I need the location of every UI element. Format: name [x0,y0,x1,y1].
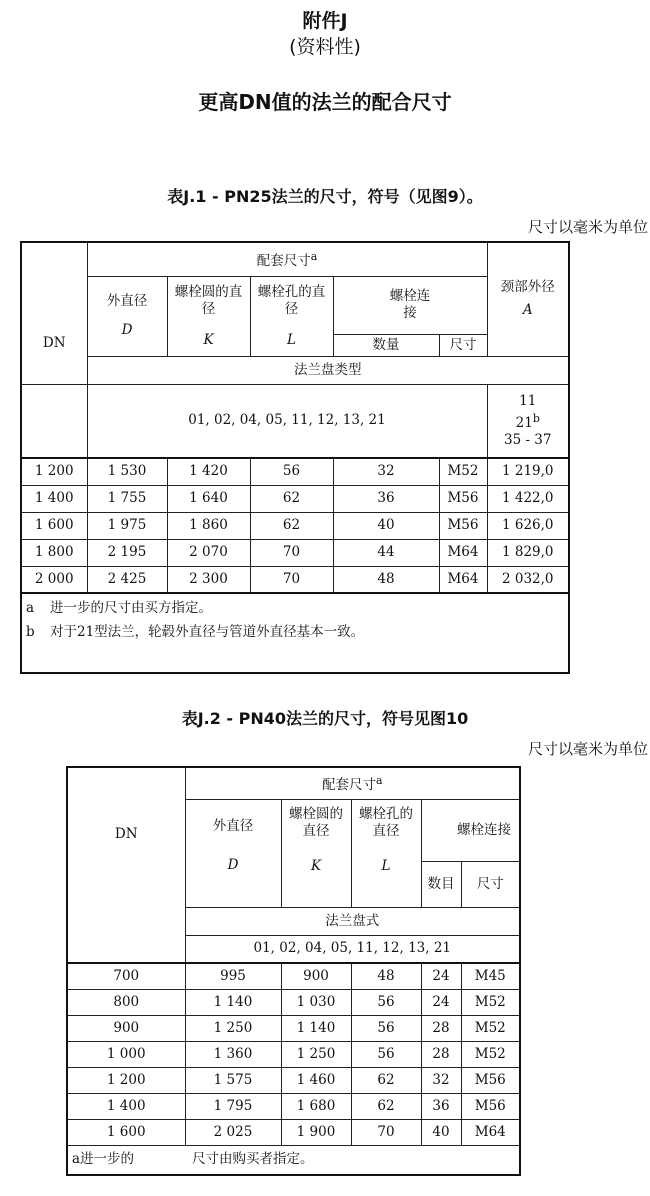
footnote-b: b 对于21型法兰，轮毂外直径与管道外直径基本一致。 [26,624,365,640]
table-row [21,458,569,485]
table-cell: 32 [333,458,439,485]
bolt-hole-header: 螺栓孔的直径 L [351,799,421,907]
table-cell: 700 [67,963,185,989]
table-j1 [20,241,570,674]
dn-header: DN [21,242,87,384]
table-cell: 70 [351,1119,421,1145]
table-cell: 62 [250,512,333,539]
mating-dimensions-header: 配套尺寸$^a$ [185,767,520,799]
table-cell: 62 [351,1067,421,1093]
table-cell: 995 [185,963,281,989]
table-cell: M64 [461,1119,520,1145]
table-cell: 800 [67,989,185,1015]
table-cell: 36 [421,1093,461,1119]
table-cell: 1 900 [281,1119,351,1145]
table-cell: 62 [351,1093,421,1119]
table-j2 [66,766,521,1176]
table-cell: 900 [281,963,351,989]
table-cell: 40 [333,512,439,539]
flange-types-list: 01, 02, 04, 05, 11, 12, 13, 21 [185,935,520,963]
table-cell: 24 [421,963,461,989]
table-cell: 1 626,0 [487,512,569,539]
table-cell: 1 795 [185,1093,281,1119]
table-cell: M64 [439,539,487,566]
table-cell: 1 860 [167,512,250,539]
section-title: 更高DN值的法兰的配合尺寸 [198,90,452,114]
table-row [67,989,520,1015]
neck-flange-types: 11 21$^b$ 35 - 37 [487,384,569,458]
bolt-qty-header: 数目 [421,861,461,907]
table-row [21,539,569,566]
table-cell: 1 250 [185,1015,281,1041]
table-cell: 2 000 [21,566,87,593]
table-row [67,1119,520,1145]
table-cell: 1 420 [167,458,250,485]
table-row [21,485,569,512]
table-cell: 1 975 [87,512,167,539]
table-cell: 1 360 [185,1041,281,1067]
bolt-size-header: 尺寸 [461,861,520,907]
table-row [21,512,569,539]
table-cell: 1 422,0 [487,485,569,512]
table-cell: 56 [351,989,421,1015]
table-cell: 1 219,0 [487,458,569,485]
annex-title: 附件J [302,10,348,32]
table-cell: 56 [351,1041,421,1067]
table-cell: 28 [421,1015,461,1041]
table-cell: 1 400 [67,1093,185,1119]
table-cell: M64 [439,566,487,593]
table-cell: 1 000 [67,1041,185,1067]
table-row [67,1093,520,1119]
table-cell: 32 [421,1067,461,1093]
table-cell: 62 [250,485,333,512]
table-cell: 1 575 [185,1067,281,1093]
table-cell: 900 [67,1015,185,1041]
table-cell: M52 [461,1015,520,1041]
table-cell: M52 [461,1041,520,1067]
dn-header: DN [67,767,185,963]
footnote-a: a 进一步的尺寸由买方指定。 [26,600,212,616]
table2-footnote: a进一步的 尺寸由购买者指定。 [67,1145,520,1175]
table-cell: 1 755 [87,485,167,512]
table-cell: 24 [421,989,461,1015]
table1-caption: 表J.1 - PN25法兰的尺寸，符号（见图9）。 [167,187,483,206]
table-cell: 1 530 [87,458,167,485]
table-row [67,963,520,989]
table-cell: M56 [439,485,487,512]
table-row [21,566,569,593]
table-cell: 70 [250,566,333,593]
table-row [67,1015,520,1041]
table-cell: 1 829,0 [487,539,569,566]
table-cell: 1 140 [185,989,281,1015]
table-cell: 2 025 [185,1119,281,1145]
table-cell: 1 400 [21,485,87,512]
table-cell: 56 [351,1015,421,1041]
bolt-qty-header: 数量 [333,334,439,356]
table-cell: 1 140 [281,1015,351,1041]
table-cell: 2 425 [87,566,167,593]
table-cell: 70 [250,539,333,566]
neck-diameter-header: 颈部外径 A [487,242,569,356]
table-cell: M52 [439,458,487,485]
table-cell: M56 [461,1067,520,1093]
table-cell: 48 [351,963,421,989]
table-cell: 1 800 [21,539,87,566]
table-cell: M45 [461,963,520,989]
flange-type-header: 法兰盘类型 [87,356,569,384]
table-cell: 36 [333,485,439,512]
bolt-circle-header: 螺栓圆的直径 K [167,276,250,356]
bolt-circle-header: 螺栓圆的直径 K [281,799,351,907]
table-cell: M56 [461,1093,520,1119]
table-cell: 1 680 [281,1093,351,1119]
table-cell: 40 [421,1119,461,1145]
table-row [67,1067,520,1093]
table-cell: M52 [461,989,520,1015]
table-cell: 44 [333,539,439,566]
table1-footnotes [21,593,569,673]
table1-units: 尺寸以毫米为单位 [527,218,648,236]
table-cell: 48 [333,566,439,593]
table2-caption: 表J.2 - PN40法兰的尺寸，符号见图10 [181,709,469,728]
table-cell: 56 [250,458,333,485]
table-cell: 1 200 [21,458,87,485]
flange-types-list: 01, 02, 04, 05, 11, 12, 13, 21 [87,384,487,458]
bolt-hole-header: 螺栓孔的直径 L [250,276,333,356]
table-cell: 1 460 [281,1067,351,1093]
table-cell: 1 640 [167,485,250,512]
outer-diameter-header: 外直径 D [87,276,167,356]
annex-subtitle: (资料性) [289,36,361,58]
table-cell: 2 195 [87,539,167,566]
flange-type-header: 法兰盘式 [185,907,520,935]
table-cell: 1 030 [281,989,351,1015]
table-cell: 2 032,0 [487,566,569,593]
table-cell: 1 250 [281,1041,351,1067]
table-cell: M56 [439,512,487,539]
table-cell: 2 070 [167,539,250,566]
table-cell: 1 200 [67,1067,185,1093]
outer-diameter-header: 外直径 D [185,799,281,907]
dn-blank-cell [21,384,87,458]
bolting-header: 螺栓连接 [421,799,520,861]
bolting-header: 螺栓连接 [333,276,487,334]
table-cell: 1 600 [67,1119,185,1145]
table-row [67,1041,520,1067]
bolt-size-header: 尺寸 [439,334,487,356]
table2-units: 尺寸以毫米为单位 [527,740,648,758]
table-cell: 1 600 [21,512,87,539]
mating-dimensions-header: 配套尺寸$^a$ [87,242,487,276]
table-cell: 2 300 [167,566,250,593]
table-cell: 28 [421,1041,461,1067]
